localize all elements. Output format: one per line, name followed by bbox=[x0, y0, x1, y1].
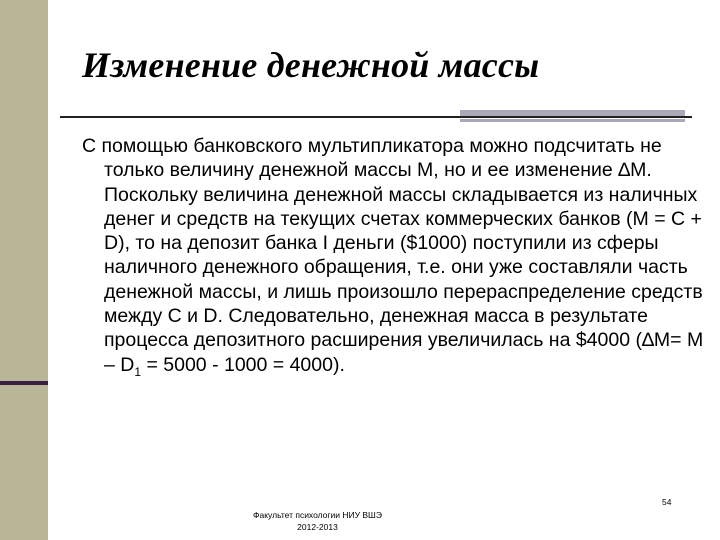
body-text-tail: = 5000 - 1000 = 4000). bbox=[141, 353, 345, 376]
left-band-accent bbox=[0, 381, 48, 385]
footer-faculty: Факультет психологии НИУ ВШЭ bbox=[253, 510, 382, 520]
title-underline-gray-lower bbox=[460, 119, 685, 122]
left-decorative-band bbox=[0, 0, 48, 540]
slide-title: Изменение денежной массы bbox=[82, 45, 540, 85]
footer-years: 2012-2013 bbox=[297, 522, 338, 532]
slide-body-paragraph bbox=[82, 134, 704, 377]
body-text-main: С помощью банковского мультипликатора можно подсчитать не только величину денежной массы М, но и ее изменение ∆М. Поскольку величина денежной массы складывается из наличных денег и средств на текущих счетах коммерческих банков (M = C + D), то на депозит банка I деньги ($1000) поступили из сферы наличного денежного обращения, т.е. они уже составляли часть денежной массы, и лишь произошло перераспределение средств между С и D. Следовательно, денежная масса в результате процесса депозитного расширения увеличилась на $4000 (∆M= M – D bbox=[82, 135, 704, 376]
slide-footer bbox=[230, 509, 405, 533]
body-text-subscript: 1 bbox=[134, 364, 142, 379]
title-underline bbox=[60, 116, 692, 118]
page-number: 54 bbox=[662, 497, 672, 507]
